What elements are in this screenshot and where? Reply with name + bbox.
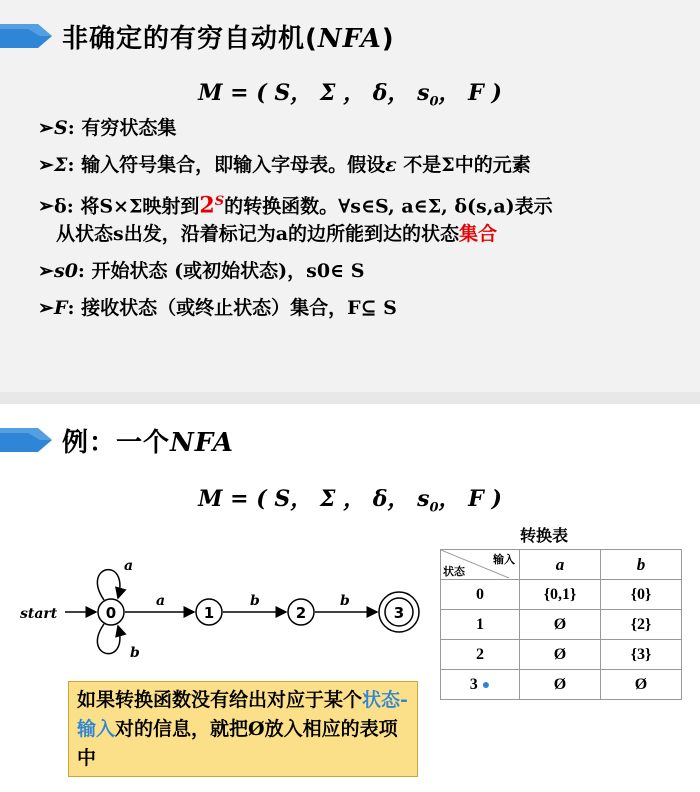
title-bar-1	[0, 16, 395, 56]
col-header-a: a	[520, 550, 601, 580]
loop-a	[97, 570, 119, 600]
bullet-arrow-icon: ➢	[38, 260, 54, 283]
col-header-b: b	[601, 550, 682, 580]
formula-line-2: M = ( S， Σ ， δ， $s_0$， F )	[198, 486, 502, 516]
svg-text:0: 0	[105, 604, 117, 622]
loop-a-label: a	[124, 558, 134, 574]
bullet-s0: ➢s0: 开始状态 (或初始状态)，s0∈ S	[38, 257, 688, 285]
bullet-f: ➢F: 接收状态（或终止状态）集合，F⊆ S	[38, 294, 688, 322]
cursor-dot-icon: ●	[481, 677, 491, 693]
formula-line: M = ( S， Σ ， δ， $s_0$， F )	[198, 80, 502, 110]
edge-23-label: b	[340, 593, 350, 609]
edge-01-label: a	[156, 593, 166, 609]
svg-text:1: 1	[203, 604, 215, 622]
loop-b	[97, 624, 119, 654]
bullet-sigma: ➢Σ: 输入符号集合，即输入字母表。假设ε 不是Σ中的元素	[38, 151, 688, 179]
arrow-tag-icon	[0, 21, 58, 51]
arrow-tag-icon	[0, 425, 58, 455]
bullet-arrow-icon: ➢	[38, 195, 54, 218]
transition-table	[440, 549, 682, 700]
table-row: 2 Ø {3}	[441, 640, 682, 670]
bullet-delta: ➢δ: 将S×Σ映射到$2^S$的转换函数。∀s∈S, a∈Σ, δ(s,a)表示 从状态s出发，沿着标记为a的边所能到达的状态集合	[38, 188, 688, 248]
note-box: 如果转换函数没有给出对应于某个状态-输入对的信息，就把Ø放入相应的表项中	[68, 681, 418, 777]
bullet-s: ➢S: 有穷状态集	[38, 114, 688, 142]
section-title-example: 例：一个NFA	[62, 427, 234, 458]
svg-text:3: 3	[393, 604, 405, 622]
bullet-arrow-icon: ➢	[38, 117, 54, 139]
table-row: 1 Ø {2}	[441, 610, 682, 640]
table-row: 3 ● Ø Ø	[441, 670, 682, 700]
bullet-arrow-icon: ➢	[38, 297, 54, 320]
slide-top-panel	[0, 0, 700, 393]
start-label: start	[20, 606, 58, 622]
table-header-row	[441, 550, 682, 580]
definition-list	[38, 114, 688, 331]
edge-12-label: b	[250, 593, 260, 609]
table-corner-header: 输入 状态	[441, 550, 520, 580]
title-bar-2	[0, 420, 234, 460]
nfa-diagram	[0, 540, 430, 680]
table-row: 0 {0,1} {0}	[441, 580, 682, 610]
section-title-nfa: 非确定的有穷自动机(NFA)	[62, 23, 395, 54]
svg-text:2: 2	[295, 604, 307, 622]
bullet-delta-line2: 从状态s出发，沿着标记为a的边所能到达的状态集合	[56, 223, 498, 246]
bullet-arrow-icon: ➢	[38, 154, 54, 176]
transition-table-title: 转换表	[520, 526, 569, 545]
loop-b-label: b	[130, 645, 140, 661]
slide-divider	[0, 392, 700, 404]
